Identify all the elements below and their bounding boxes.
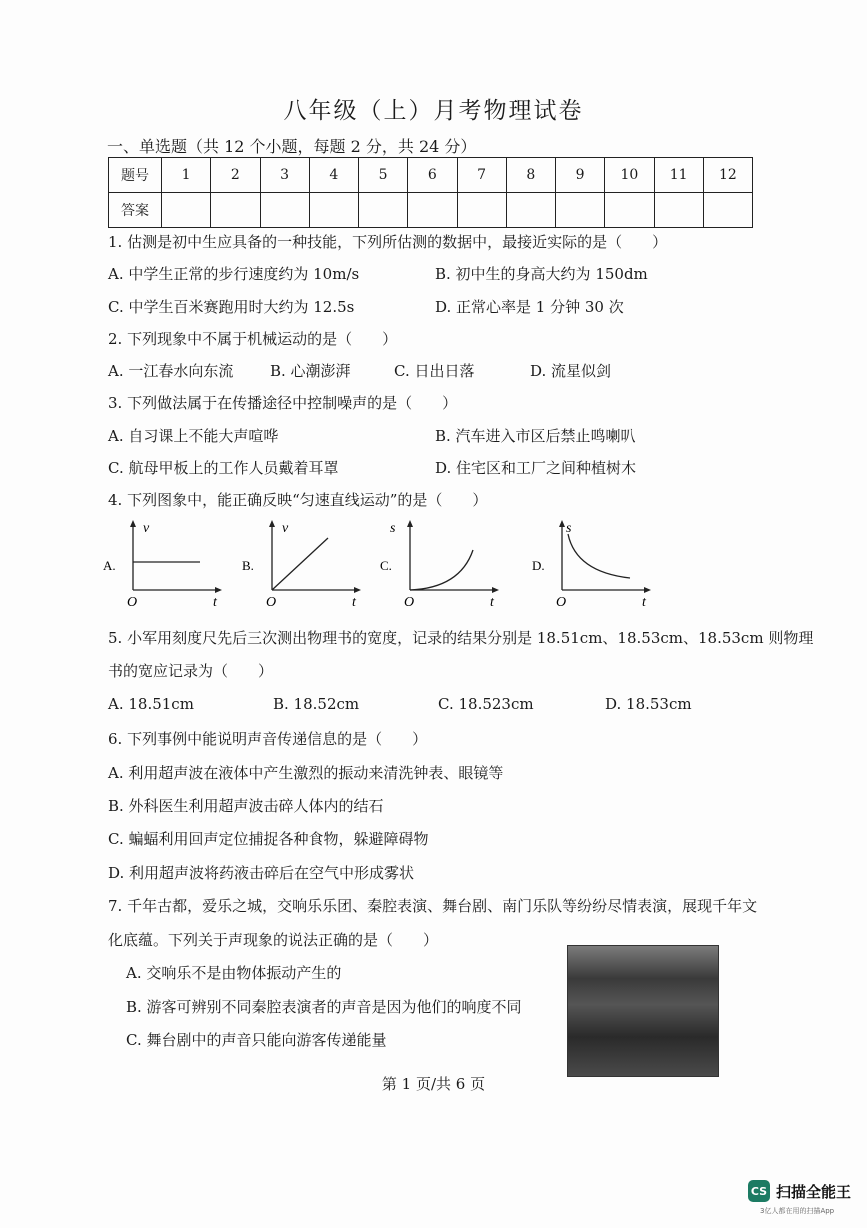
question-3-option-b: B. 汽车进入市区后禁止鸣喇叭 bbox=[435, 427, 636, 445]
answer-table-row-label: 题号 bbox=[109, 158, 162, 193]
answer-cell[interactable] bbox=[457, 193, 506, 228]
y-arrow bbox=[130, 520, 136, 527]
page-title: 八年级（上）月考物理试卷 bbox=[283, 98, 584, 124]
answer-cell[interactable] bbox=[309, 193, 358, 228]
graph-c bbox=[380, 518, 505, 614]
question-7-option-a: A. 交响乐不是由物体振动产生的 bbox=[126, 964, 342, 982]
question-5-option-c: C. 18.523cm bbox=[438, 695, 534, 713]
curve bbox=[410, 550, 473, 590]
answer-table-number: 5 bbox=[359, 158, 408, 193]
x-arrow bbox=[644, 587, 651, 593]
graph-b-svg bbox=[242, 518, 367, 610]
question-7-option-b: B. 游客可辨别不同秦腔表演者的声音是因为他们的响度不同 bbox=[126, 998, 522, 1016]
answer-cell[interactable] bbox=[506, 193, 555, 228]
question-1-option-b: B. 初中生的身高大约为 150dm bbox=[435, 265, 648, 283]
answer-table-number: 2 bbox=[211, 158, 260, 193]
question-6-option-b: B. 外科医生利用超声波击碎人体内的结石 bbox=[108, 797, 384, 815]
answer-cell[interactable] bbox=[408, 193, 457, 228]
graph-label: B. bbox=[242, 558, 254, 573]
answer-table-number: 3 bbox=[260, 158, 309, 193]
x-var: t bbox=[352, 595, 356, 610]
question-5-stem: 5. 小军用刻度尺先后三次测出物理书的宽度，记录的结果分别是 18.51cm、18.53cm、18.53cm 则物理 bbox=[108, 629, 814, 647]
origin: O bbox=[266, 595, 277, 610]
y-arrow bbox=[559, 520, 565, 527]
graph-b bbox=[242, 518, 367, 614]
question-4-stem: 4. 下列图象中，能正确反映“匀速直线运动”的是（ ） bbox=[108, 491, 488, 509]
graph-label: D. bbox=[532, 558, 545, 573]
answer-cell[interactable] bbox=[556, 193, 605, 228]
answer-table-row-label: 答案 bbox=[109, 193, 162, 228]
question-7-stem: 7. 千年古都，爱乐之城，交响乐乐团、秦腔表演、舞台剧、南门乐队等纷纷尽情表演，展现千年文 bbox=[108, 897, 758, 915]
answer-cell[interactable] bbox=[605, 193, 654, 228]
question-3-option-a: A. 自习课上不能大声喧哗 bbox=[108, 427, 279, 445]
origin: O bbox=[127, 595, 138, 610]
x-var: t bbox=[490, 595, 494, 610]
question-7-option-c: C. 舞台剧中的声音只能向游客传递能量 bbox=[126, 1031, 387, 1049]
question-5-stem-cont: 书的宽应记录为（ ） bbox=[108, 662, 274, 680]
answer-table-number: 8 bbox=[506, 158, 555, 193]
x-arrow bbox=[354, 587, 361, 593]
camscanner-logo-icon: CS bbox=[748, 1180, 770, 1202]
x-var: t bbox=[642, 595, 646, 610]
answer-cell[interactable] bbox=[211, 193, 260, 228]
y-var: v bbox=[282, 521, 289, 536]
scanner-app-name: 扫描全能王 bbox=[776, 1182, 852, 1201]
stage-performance-photo bbox=[567, 945, 719, 1077]
y-arrow bbox=[407, 520, 413, 527]
graph-a-svg bbox=[103, 518, 228, 610]
y-var: s bbox=[566, 521, 572, 536]
question-2-option-a: A. 一江春水向东流 bbox=[108, 362, 234, 380]
answer-table-number: 12 bbox=[703, 158, 752, 193]
question-1-option-a: A. 中学生正常的步行速度约为 10m/s bbox=[108, 265, 360, 283]
y-arrow bbox=[269, 520, 275, 527]
answer-table-number: 9 bbox=[556, 158, 605, 193]
answer-table-number: 4 bbox=[309, 158, 358, 193]
graph-c-svg bbox=[380, 518, 505, 610]
x-var: t bbox=[213, 595, 217, 610]
question-3-option-c: C. 航母甲板上的工作人员戴着耳罩 bbox=[108, 459, 339, 477]
question-3-stem: 3. 下列做法属于在传播途径中控制噪声的是（ ） bbox=[108, 394, 458, 412]
question-5-option-d: D. 18.53cm bbox=[605, 695, 692, 713]
answer-cell[interactable] bbox=[359, 193, 408, 228]
question-7-stem-cont: 化底蕴。下列关于声现象的说法正确的是（ ） bbox=[108, 931, 439, 949]
graph-d bbox=[532, 518, 657, 614]
question-1-option-c: C. 中学生百米赛跑用时大约为 12.5s bbox=[108, 298, 355, 316]
question-5-option-b: B. 18.52cm bbox=[273, 695, 360, 713]
answer-cell[interactable] bbox=[260, 193, 309, 228]
y-var: v bbox=[143, 521, 150, 536]
answer-table bbox=[108, 157, 753, 228]
question-1-stem: 1. 估测是初中生应具备的一种技能，下列所估测的数据中，最接近实际的是（ ） bbox=[108, 233, 668, 251]
question-2-option-b: B. 心潮澎湃 bbox=[270, 362, 351, 380]
section-heading: 一、单选题（共 12 个小题，每题 2 分，共 24 分） bbox=[107, 137, 477, 156]
question-2-option-c: C. 日出日落 bbox=[394, 362, 475, 380]
page-footer: 第 1 页/共 6 页 bbox=[381, 1075, 486, 1093]
question-6-stem: 6. 下列事例中能说明声音传递信息的是（ ） bbox=[108, 730, 428, 748]
question-3-option-d: D. 住宅区和工厂之间种植树木 bbox=[435, 459, 637, 477]
answer-table-number: 10 bbox=[605, 158, 654, 193]
curve bbox=[272, 538, 328, 590]
answer-cell[interactable] bbox=[162, 193, 211, 228]
question-6-option-a: A. 利用超声波在液体中产生激烈的振动来清洗钟表、眼镜等 bbox=[108, 764, 504, 782]
answer-table-number-row bbox=[109, 158, 753, 193]
question-6-option-d: D. 利用超声波将药液击碎后在空气中形成雾状 bbox=[108, 864, 415, 882]
question-2-option-d: D. 流星似剑 bbox=[530, 362, 612, 380]
answer-cell[interactable] bbox=[703, 193, 752, 228]
graph-label: C. bbox=[380, 558, 392, 573]
question-6-option-c: C. 蝙蝠利用回声定位捕捉各种食物，躲避障碍物 bbox=[108, 830, 429, 848]
answer-cell[interactable] bbox=[654, 193, 703, 228]
x-arrow bbox=[215, 587, 222, 593]
graph-a bbox=[103, 518, 228, 614]
answer-table-number: 11 bbox=[654, 158, 703, 193]
answer-table-number: 6 bbox=[408, 158, 457, 193]
answer-table-number: 7 bbox=[457, 158, 506, 193]
answer-table-number: 1 bbox=[162, 158, 211, 193]
question-2-stem: 2. 下列现象中不属于机械运动的是（ ） bbox=[108, 330, 398, 348]
scanner-tagline: 3亿人都在用的扫描App bbox=[760, 1207, 835, 1215]
graph-label: A. bbox=[103, 558, 116, 573]
question-5-option-a: A. 18.51cm bbox=[108, 695, 194, 713]
graph-d-svg bbox=[532, 518, 657, 610]
answer-table-answer-row bbox=[109, 193, 753, 228]
y-var: s bbox=[390, 521, 396, 536]
scanner-badge bbox=[748, 1180, 852, 1215]
curve bbox=[568, 534, 630, 578]
origin: O bbox=[556, 595, 567, 610]
x-arrow bbox=[492, 587, 499, 593]
origin: O bbox=[404, 595, 415, 610]
question-1-option-d: D. 正常心率是 1 分钟 30 次 bbox=[435, 298, 624, 316]
